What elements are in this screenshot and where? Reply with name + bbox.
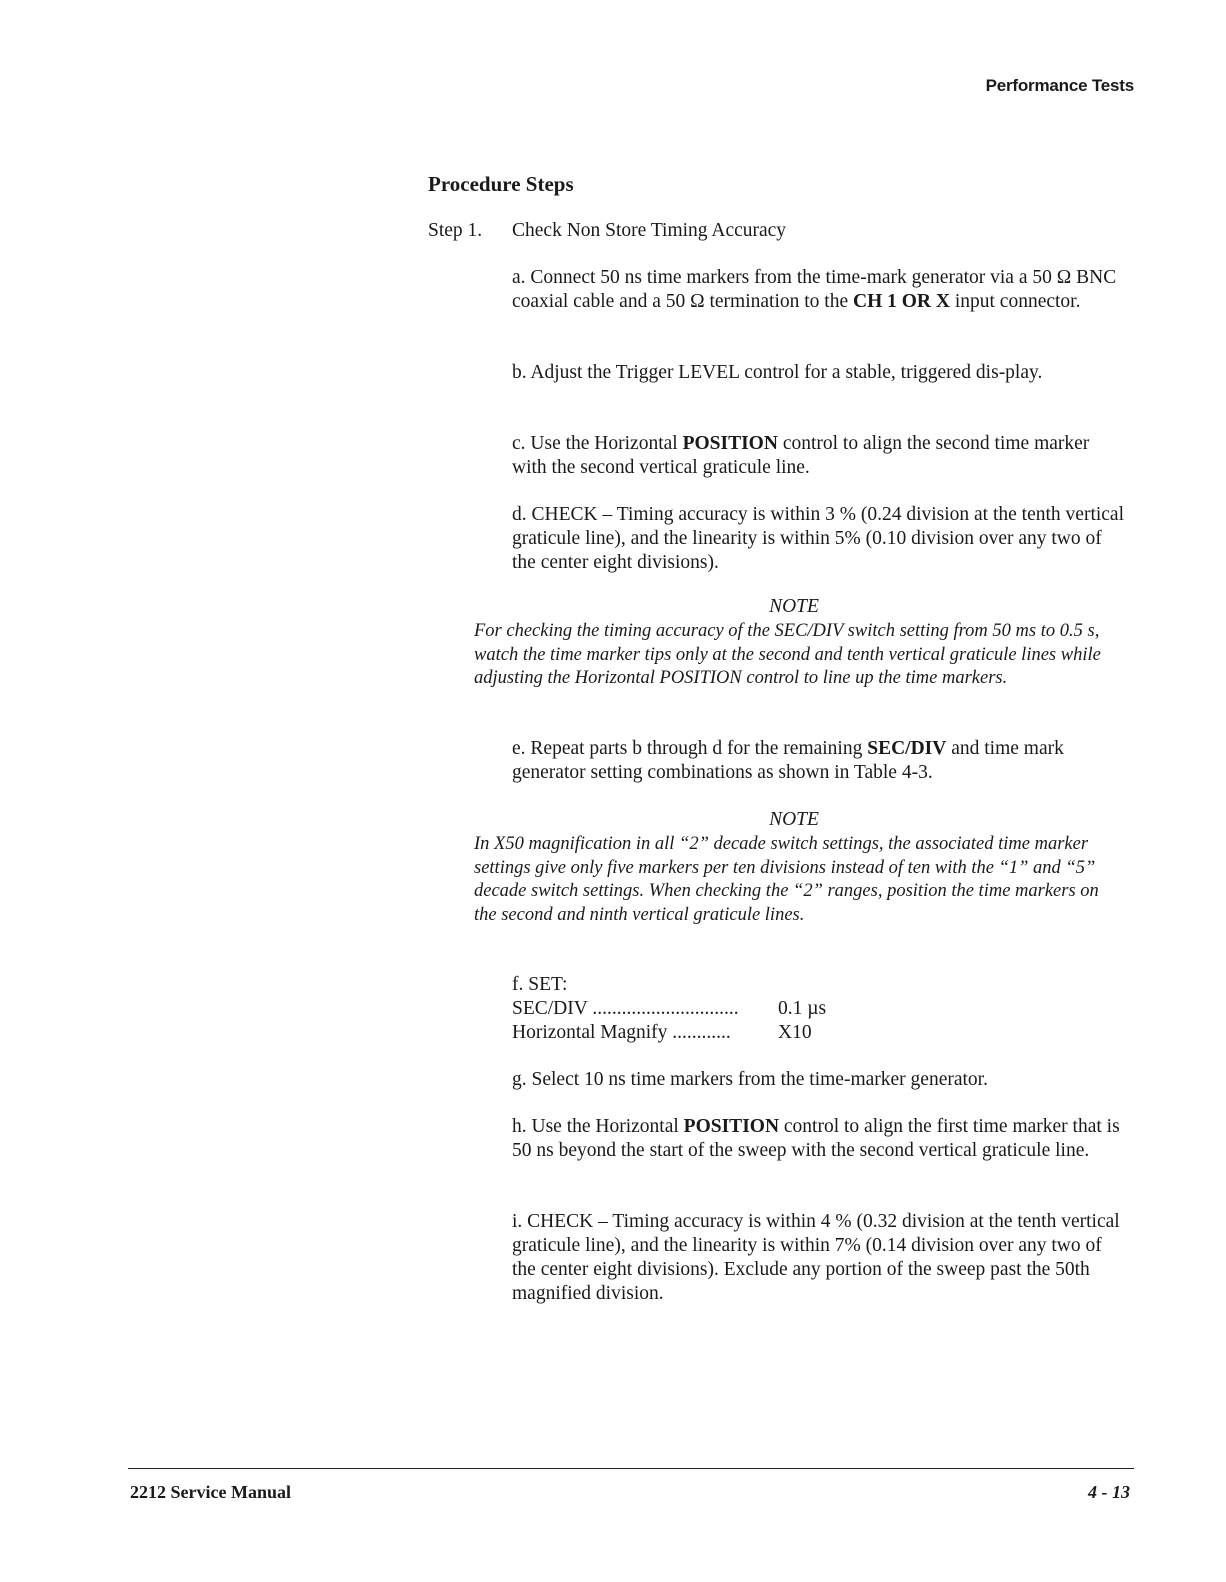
step-item-e-text: e. Repeat parts b through d for the remaining xyxy=(512,738,868,759)
switch-name: SEC/DIV xyxy=(867,738,947,759)
setting-row xyxy=(512,997,1012,1021)
step-item-c-text-end: control to align the second time marker with the second vertical graticule line. xyxy=(512,433,1090,478)
step-item-a xyxy=(512,266,1124,314)
setting-value: X10 xyxy=(778,1022,812,1043)
setting-row xyxy=(512,1021,1012,1045)
step-item-f xyxy=(512,973,1012,1045)
step-item-e-text-end: and time mark generator setting combinations as shown in Table 4-3. xyxy=(512,738,1064,783)
step-item-d: d. CHECK – Timing accuracy is within 3 % (0.24 division at the tenth vertical graticule line), and the linearity is within 5% (0.10 division over any two of the center eight divisions). xyxy=(512,504,1125,573)
step-item-i: i. CHECK – Timing accuracy is within 4 % (0.32 division at the tenth vertical graticule line), and the linearity is within 7% (0.14 division over any two of the center eight divisions). Exclude any portion of the sweep past the 50th magnified division. xyxy=(512,1211,1120,1304)
step-item-c-text: c. Use the Horizontal xyxy=(512,433,683,454)
step-item-h xyxy=(512,1115,1124,1163)
step-label: Step 1. xyxy=(428,220,483,241)
running-header: Performance Tests xyxy=(985,76,1134,95)
note-title: NOTE xyxy=(769,809,819,830)
step-title: Check Non Store Timing Accuracy xyxy=(512,220,787,241)
setting-name: SEC/DIV .............................. xyxy=(512,998,739,1019)
footer-divider xyxy=(128,1468,1134,1469)
set-label: f. SET: xyxy=(512,974,568,995)
step-item-e xyxy=(512,737,1124,785)
note-body: In X50 magnification in all “2” decade switch settings, the associated time marker settings give only five markers per ten divisions instead of ten with the “1” and “5” decade switch settings. When checking the “2” ranges, position the time markers on the second and ninth vertical graticule lines. xyxy=(474,834,1099,925)
step-item-c xyxy=(512,432,1124,480)
setting-value: 0.1 µs xyxy=(778,998,827,1019)
step-item-h-text: h. Use the Horizontal xyxy=(512,1116,684,1137)
step-item-h-text-end: control to align the first time marker that is 50 ns beyond the start of the sweep with the second vertical graticule line. xyxy=(512,1116,1120,1161)
section-title: Procedure Steps xyxy=(428,172,574,196)
page-number: 4 - 13 xyxy=(1088,1482,1130,1502)
connector-name: CH 1 OR X xyxy=(853,291,950,312)
step-item-g: g. Select 10 ns time markers from the time-marker generator. xyxy=(512,1069,988,1090)
note-body: For checking the timing accuracy of the SEC/DIV switch setting from 50 ms to 0.5 s, watch the time marker tips only at the second and tenth vertical graticule lines while adjusting the Horizontal POSITION control to line up the time markers. xyxy=(474,621,1101,688)
setting-name: Horizontal Magnify ............ xyxy=(512,1022,731,1043)
step-item-b: b. Adjust the Trigger LEVEL control for a stable, triggered dis-play. xyxy=(512,362,1043,383)
manual-title: 2212 Service Manual xyxy=(130,1482,291,1502)
control-name: POSITION xyxy=(682,433,778,454)
step-item-a-text-end: input connector. xyxy=(949,291,1081,312)
note-title: NOTE xyxy=(769,596,819,617)
step-item-a-text: a. Connect 50 ns time markers from the time-mark generator via a 50 Ω BNC coaxial cable and a 50 Ω termination to the xyxy=(512,267,1117,312)
control-name: POSITION xyxy=(683,1116,780,1137)
